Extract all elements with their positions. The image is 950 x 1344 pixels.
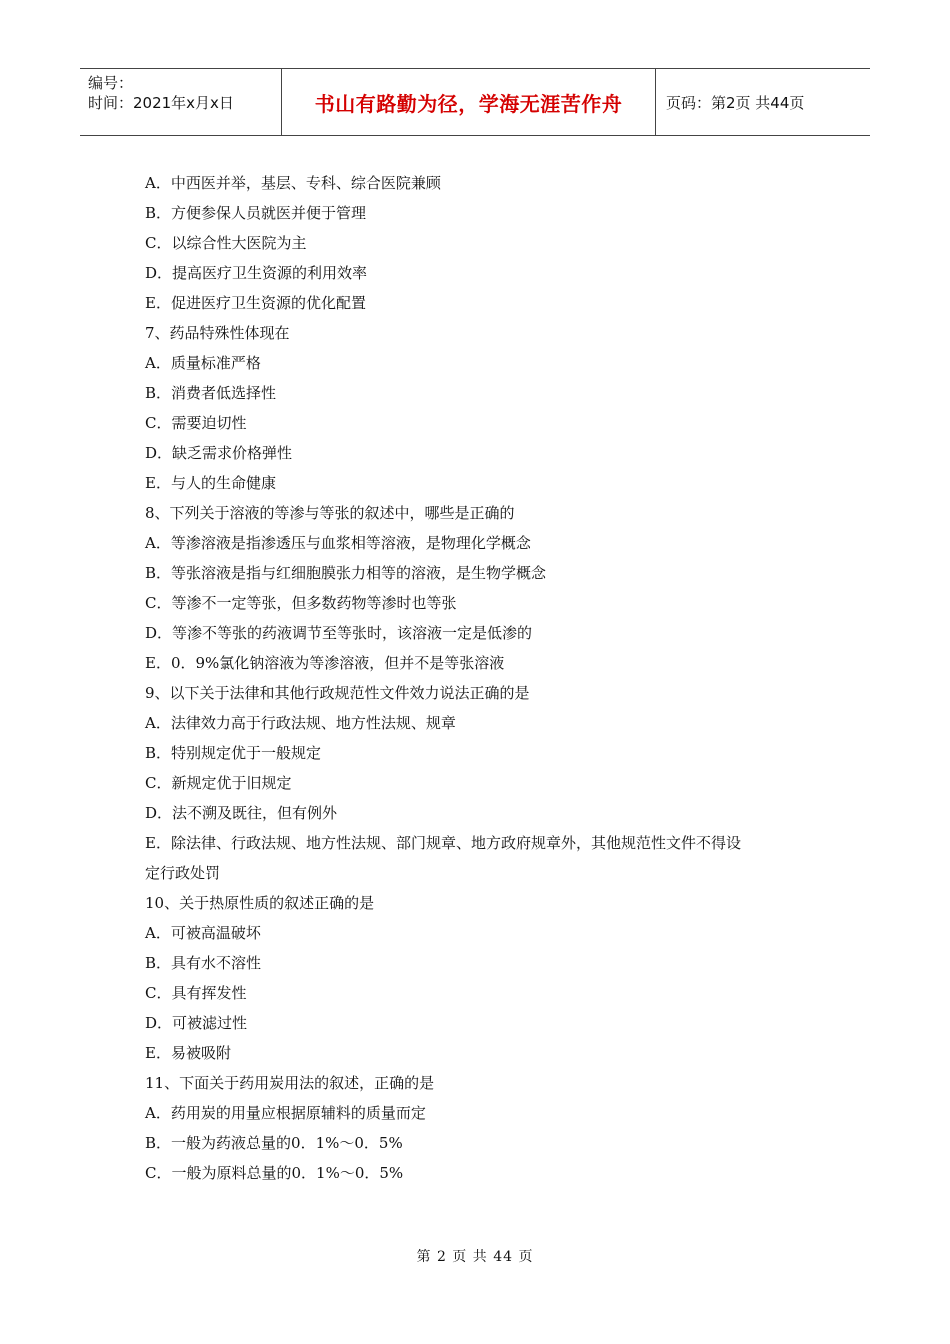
text-line: D．可被滤过性 <box>145 1014 248 1032</box>
text-line: D．提高医疗卫生资源的利用效率 <box>145 264 368 282</box>
question-title: 11、下面关于药用炭用法的叙述，正确的是 <box>145 1074 435 1092</box>
question-title: 7、药品特殊性体现在 <box>145 324 290 342</box>
page-footer: 第 2 页 共 44 页 <box>416 1249 534 1265</box>
text-line: D．等渗不等张的药液调节至等张时，该溶液一定是低渗的 <box>145 624 533 642</box>
text-line: A．法律效力高于行政法规、地方性法规、规章 <box>145 714 456 732</box>
text-line: C．等渗不一定等张，但多数药物等渗时也等张 <box>145 594 457 612</box>
text-line: B．等张溶液是指与红细胞膜张力相等的溶液，是生物学概念 <box>145 564 547 582</box>
document-body <box>145 168 815 1188</box>
text-line: C．一般为原料总量的0．1%～0．5% <box>145 1164 404 1182</box>
text-line: A．等渗溶液是指渗透压与血浆相等溶液，是物理化学概念 <box>145 534 531 552</box>
question-title: 8、下列关于溶液的等渗与等张的叙述中，哪些是正确的 <box>145 504 515 522</box>
text-line: B．消费者低选择性 <box>145 384 277 402</box>
text-line: D．缺乏需求价格弹性 <box>145 444 293 462</box>
text-line: B．一般为药液总量的0．1%～0．5% <box>145 1134 403 1152</box>
text-line: C．以综合性大医院为主 <box>145 234 307 252</box>
text-line: B．方便参保人员就医并便于管理 <box>145 204 367 222</box>
document-date-label: 时间：2021年x月x日 <box>88 94 234 112</box>
text-line: B．具有水不溶性 <box>145 954 262 972</box>
text-line: E．0．9%氯化钠溶液为等渗溶液，但并不是等张溶液 <box>145 654 505 672</box>
text-line: E．除法律、行政法规、地方性法规、部门规章、地方政府规章外，其他规范性文件不得设 <box>145 834 741 852</box>
text-line: E．易被吸附 <box>145 1044 231 1062</box>
text-line: B．特别规定优于一般规定 <box>145 744 322 762</box>
header-motto: 书山有路勤为径，学海无涯苦作舟 <box>282 69 656 135</box>
text-line: A．中西医并举，基层、专科、综合医院兼顾 <box>145 174 441 192</box>
text-line: A．药用炭的用量应根据原辅料的质量而定 <box>145 1104 426 1122</box>
header-page-indicator: 页码：第2页 共44页 <box>666 93 805 112</box>
page-header <box>80 68 870 136</box>
text-line: 定行政处罚 <box>145 864 221 882</box>
text-line: A．质量标准严格 <box>145 354 261 372</box>
text-line: E．与人的生命健康 <box>145 474 276 492</box>
text-line: C．新规定优于旧规定 <box>145 774 292 792</box>
text-line: E．促进医疗卫生资源的优化配置 <box>145 294 366 312</box>
text-line: C．需要迫切性 <box>145 414 247 432</box>
header-meta-cell <box>80 69 282 135</box>
text-line: D．法不溯及既往，但有例外 <box>145 804 338 822</box>
question-title: 10、关于热原性质的叙述正确的是 <box>145 894 375 912</box>
text-line: A．可被高温破坏 <box>145 924 261 942</box>
document-number-label: 编号： <box>88 74 134 92</box>
text-line: C．具有挥发性 <box>145 984 247 1002</box>
question-title: 9、以下关于法律和其他行政规范性文件效力说法正确的是 <box>145 684 530 702</box>
